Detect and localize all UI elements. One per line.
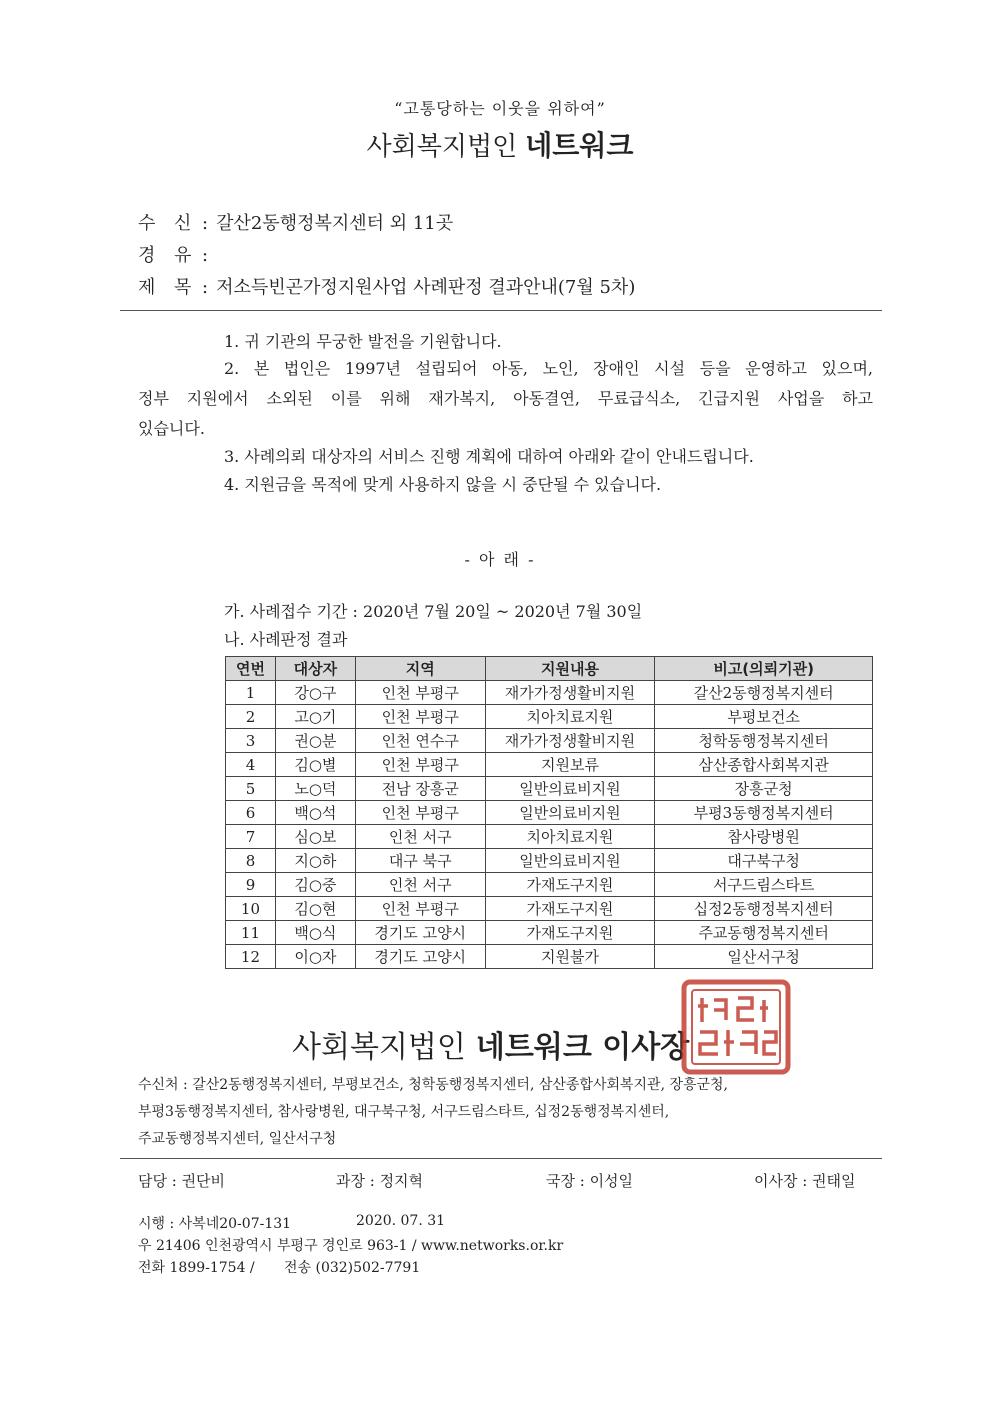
staff-manager: 담당 : 권단비: [138, 1172, 226, 1190]
cell-remarks: 대구북구청: [655, 849, 873, 873]
col-header-no: 연번: [226, 657, 276, 681]
official-seal: [678, 976, 794, 1078]
cell-support: 일반의료비지원: [485, 777, 655, 801]
cell-region: 인천 부평구: [355, 801, 485, 825]
document-number: 시행 : 사복네20-07-131: [138, 1216, 292, 1232]
cell-region: 인천 연수구: [355, 729, 485, 753]
cell-no: 6: [226, 801, 276, 825]
col-header-remarks: 비고(의뢰기관): [655, 657, 873, 681]
cell-region: 인천 서구: [355, 825, 485, 849]
cell-client: 심○보: [275, 825, 355, 849]
subject-value: 저소득빈곤가정지원사업 사례판정 결과안내(7월 5차): [216, 277, 636, 298]
cell-remarks: 참사랑병원: [655, 825, 873, 849]
signature-line: [292, 1022, 689, 1066]
table-row: [226, 777, 873, 801]
cell-support: 일반의료비지원: [485, 849, 655, 873]
cell-client: 이○자: [275, 945, 355, 969]
fax: 전송 (032)502-7791: [284, 1260, 421, 1276]
cell-support: 일반의료비지원: [485, 801, 655, 825]
table-row: [226, 753, 873, 777]
cell-remarks: 십정2동행정복지센터: [655, 897, 873, 921]
cell-remarks: 부평3동행정복지센터: [655, 801, 873, 825]
recipients-line-1: 수신처 : 갈산2동행정복지센터, 부평보건소, 청학동행정복지센터, 삼산종합사회복지관, 장흥군청,: [138, 1077, 729, 1093]
subject-line: 제 목 : 저소득빈곤가정지원사업 사례판정 결과안내(7월 5차): [138, 277, 636, 298]
cell-no: 9: [226, 873, 276, 897]
table-row: [226, 945, 873, 969]
recipient-value: 갈산2동행정복지센터 외 11곳: [216, 213, 454, 234]
paragraph-4: 4. 지원금을 목적에 맞게 사용하지 않을 시 중단될 수 있습니다.: [224, 475, 662, 494]
org-prefix: 사회복지법인: [366, 132, 518, 162]
staff-chairman: 이사장 : 권태일: [754, 1172, 856, 1190]
table-row: [226, 897, 873, 921]
table-row: [226, 849, 873, 873]
org-title: [0, 124, 1000, 164]
cell-region: 인천 부평구: [355, 681, 485, 705]
cell-support: 지원불가: [485, 945, 655, 969]
cell-no: 4: [226, 753, 276, 777]
cell-remarks: 장흥군청: [655, 777, 873, 801]
signature-prefix: 사회복지법인: [292, 1030, 466, 1065]
staff-section-chief: 과장 : 정지혁: [336, 1172, 424, 1190]
cell-no: 7: [226, 825, 276, 849]
cell-client: 강○구: [275, 681, 355, 705]
cell-remarks: 삼산종합사회복지관: [655, 753, 873, 777]
result-heading: 나. 사례판정 결과: [224, 630, 348, 649]
signature-name: 네트워크 이사장: [475, 1030, 690, 1065]
cell-no: 5: [226, 777, 276, 801]
cell-support: 가재도구지원: [485, 873, 655, 897]
cell-client: 김○중: [275, 873, 355, 897]
cell-client: 김○별: [275, 753, 355, 777]
cell-no: 3: [226, 729, 276, 753]
cell-no: 2: [226, 705, 276, 729]
recipients-line-2: 부평3동행정복지센터, 참사랑병원, 대구북구청, 서구드림스타트, 십정2동행정복지센터,: [138, 1104, 670, 1120]
cell-remarks: 청학동행정복지센터: [655, 729, 873, 753]
cell-support: 재가가정생활비지원: [485, 729, 655, 753]
cell-region: 인천 서구: [355, 873, 485, 897]
cell-client: 권○분: [275, 729, 355, 753]
recipient-line: 수 신 : 갈산2동행정복지센터 외 11곳: [138, 213, 454, 234]
cell-no: 11: [226, 921, 276, 945]
table-row: [226, 705, 873, 729]
cell-support: 재가가정생활비지원: [485, 681, 655, 705]
footer-divider: [120, 1158, 882, 1159]
col-header-client: 대상자: [275, 657, 355, 681]
cell-remarks: 갈산2동행정복지센터: [655, 681, 873, 705]
cell-support: 가재도구지원: [485, 897, 655, 921]
col-header-region: 지역: [355, 657, 485, 681]
cell-no: 10: [226, 897, 276, 921]
cell-support: 지원보류: [485, 753, 655, 777]
header-divider: [120, 310, 882, 311]
case-result-table: [225, 656, 873, 969]
cell-region: 대구 북구: [355, 849, 485, 873]
slogan: “고통당하는 이웃을 위하여”: [394, 99, 606, 118]
reception-period: 가. 사례접수 기간 : 2020년 7월 20일 ~ 2020년 7월 30일: [224, 602, 643, 621]
table-row: [226, 921, 873, 945]
cell-region: 인천 부평구: [355, 753, 485, 777]
recipients-line-3: 주교동행정복지센터, 일산서구청: [138, 1131, 337, 1147]
cell-remarks: 서구드림스타트: [655, 873, 873, 897]
cell-support: 치아치료지원: [485, 825, 655, 849]
document-date: 2020. 07. 31: [356, 1213, 446, 1229]
paragraph-2-line-3: 있습니다.: [138, 419, 205, 438]
paragraph-2-line-1: 2. 본 법인은 1997년 설립되어 아동, 노인, 장애인 시설 등을 운영하고 있으며,: [224, 359, 873, 378]
cell-region: 인천 부평구: [355, 705, 485, 729]
table-row: [226, 825, 873, 849]
cell-no: 1: [226, 681, 276, 705]
cell-region: 경기도 고양시: [355, 945, 485, 969]
table-header-row: [226, 657, 873, 681]
cell-support: 치아치료지원: [485, 705, 655, 729]
notice-heading: - 아 래 -: [464, 550, 536, 569]
address-line: 우 21406 인천광역시 부평구 경인로 963-1 / www.networks.or.kr: [138, 1238, 564, 1254]
cell-client: 지○하: [275, 849, 355, 873]
cell-client: 백○식: [275, 921, 355, 945]
cell-no: 12: [226, 945, 276, 969]
cell-client: 백○석: [275, 801, 355, 825]
table-row: [226, 801, 873, 825]
paragraph-1: 1. 귀 기관의 무궁한 발전을 기원합니다.: [224, 332, 502, 351]
cell-region: 경기도 고양시: [355, 921, 485, 945]
cell-support: 가재도구지원: [485, 921, 655, 945]
phone: 전화 1899-1754 /: [138, 1260, 255, 1276]
table-row: [226, 873, 873, 897]
cell-no: 8: [226, 849, 276, 873]
cell-client: 노○덕: [275, 777, 355, 801]
col-header-support: 지원내용: [485, 657, 655, 681]
cell-client: 고○기: [275, 705, 355, 729]
cell-client: 김○현: [275, 897, 355, 921]
org-name: 네트워크: [525, 129, 634, 162]
table-row: [226, 681, 873, 705]
staff-director: 국장 : 이성일: [546, 1172, 634, 1190]
cell-region: 인천 부평구: [355, 897, 485, 921]
cell-remarks: 일산서구청: [655, 945, 873, 969]
cell-remarks: 주교동행정복지센터: [655, 921, 873, 945]
via-line: 경 유 :: [138, 245, 209, 266]
cell-region: 전남 장흥군: [355, 777, 485, 801]
cell-remarks: 부평보건소: [655, 705, 873, 729]
paragraph-3: 3. 사례의뢰 대상자의 서비스 진행 계획에 대하여 아래와 같이 안내드립니다.: [224, 447, 754, 466]
paragraph-2-line-2: 정부 지원에서 소외된 이를 위해 재가복지, 아동결연, 무료급식소, 긴급지원 사업을 하고: [138, 389, 873, 408]
table-row: [226, 729, 873, 753]
